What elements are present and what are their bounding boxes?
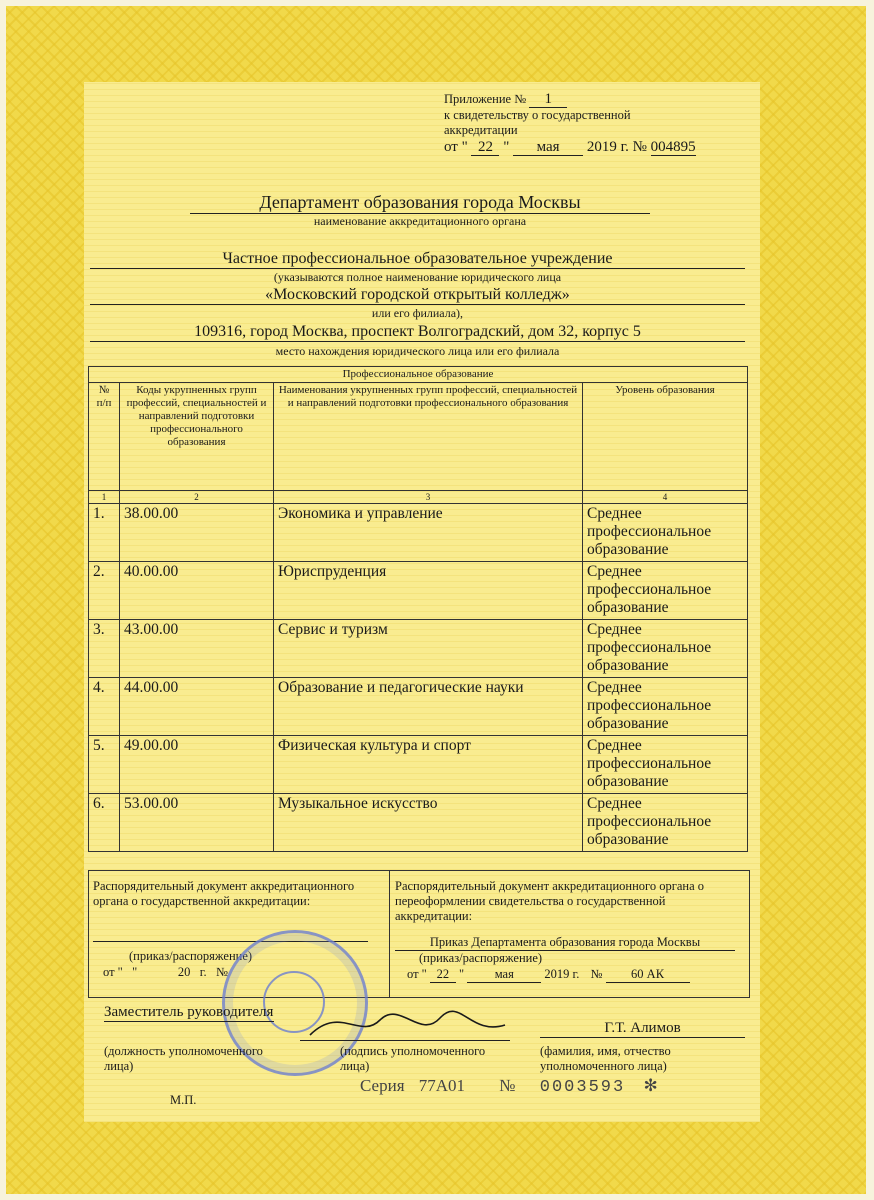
series-value: 77А01 [418,1076,466,1095]
row-number: 4. [89,678,120,736]
table-row [89,562,748,620]
row-level: Среднее профессиональное образование [583,736,748,794]
table-row [89,678,748,736]
row-name: Физическая культура и спорт [274,736,583,794]
series-number: 0003593 [539,1078,626,1097]
authority-caption: наименование аккредитационного органа [313,214,527,228]
series-no-label: № [499,1076,516,1095]
orders-divider [389,871,390,997]
table-title: Профессиональное образование [89,367,748,383]
position-caption: (должность уполномоченного лица) [104,1044,263,1073]
series-row [360,1076,658,1097]
name-caption: (фамилия, имя, отчество уполномоченного лица) [540,1044,671,1073]
orders-box [88,870,750,998]
row-name: Образование и педагогические науки [274,678,583,736]
entity-caption3: место нахождения юридического лица или его филиала [275,344,560,358]
row-code: 40.00.00 [120,562,274,620]
row-level: Среднее профессиональное образование [583,504,748,562]
series-mark: ✻ [643,1076,658,1095]
appendix-line3: аккредитации [444,123,518,137]
row-number: 6. [89,794,120,852]
row-number: 2. [89,562,120,620]
row-code: 38.00.00 [120,504,274,562]
row-name: Экономика и управление [274,504,583,562]
row-number: 3. [89,620,120,678]
row-level: Среднее профессиональное образование [583,562,748,620]
entity-type: Частное профессиональное образовательное учреждение [90,250,745,269]
right-order-text: Распорядительный документ аккредитационного органа о переоформлении свидетельства о государственной аккредитации: [395,879,704,923]
appendix-number: 1 [529,92,567,108]
left-order-text: Распорядительный документ аккредитационного органа о государственной аккредитации: [93,879,355,908]
entity-caption1: (указываются полное наименование юридического лица [273,270,562,284]
row-code: 53.00.00 [120,794,274,852]
col-number: 3 [274,491,583,504]
signature-line [300,1040,510,1041]
table-row [89,504,748,562]
header-code: Коды укрупненных групп профессий, специальностей и направлений подготовки профессионального образования [120,383,274,491]
entity-name: «Московский городской открытый колледж» [90,286,745,305]
appendix-label: Приложение № [444,92,527,106]
row-level: Среднее профессиональное образование [583,678,748,736]
header-name: Наименования укрупненных групп профессий, специальностей и направлений подготовки профессионального образования [274,383,583,491]
row-name: Сервис и туризм [274,620,583,678]
table-row [89,620,748,678]
entity-address: 109316, город Москва, проспект Волгоградский, дом 32, корпус 5 [90,323,745,342]
appendix-line2: к свидетельству о государственной [444,108,631,122]
stamp-place: М.П. [170,1093,197,1107]
appendix-date: от " 22 " мая 2019 г. № 004895 [444,139,696,155]
col-number: 4 [583,491,748,504]
series-label: Серия [360,1076,405,1095]
programs-table [88,366,748,852]
appendix-header [444,92,696,156]
left-order-caption: (приказ/распоряжение) [129,949,253,963]
table-row [89,794,748,852]
col-number: 2 [120,491,274,504]
left-order-date: от " " 20 г. № [103,965,228,979]
entity-caption2: или его филиала), [371,306,464,320]
row-number: 5. [89,736,120,794]
signer-position: Заместитель руководителя [104,1004,274,1020]
row-name: Юриспруденция [274,562,583,620]
col-number: 1 [89,491,120,504]
signature-scribble [300,1000,510,1050]
row-level: Среднее профессиональное образование [583,794,748,852]
row-name: Музыкальное искусство [274,794,583,852]
row-code: 49.00.00 [120,736,274,794]
signer-name: Г.Т. Алимов [540,1020,745,1038]
row-code: 44.00.00 [120,678,274,736]
authority-name: Департамент образования города Москвы [190,192,650,214]
row-code: 43.00.00 [120,620,274,678]
right-order-caption: (приказ/распоряжение) [419,951,543,965]
right-order-date: от " 22 " мая 2019 г. № 60 АК [407,967,690,983]
row-level: Среднее профессиональное образование [583,620,748,678]
header-level: Уровень образования [583,383,748,491]
table-row [89,736,748,794]
header-number: № п/п [89,383,120,491]
right-order-name: Приказ Департамента образования города Москвы [395,935,735,951]
row-number: 1. [89,504,120,562]
signature-caption: (подпись уполномоченного лица) [340,1044,486,1073]
